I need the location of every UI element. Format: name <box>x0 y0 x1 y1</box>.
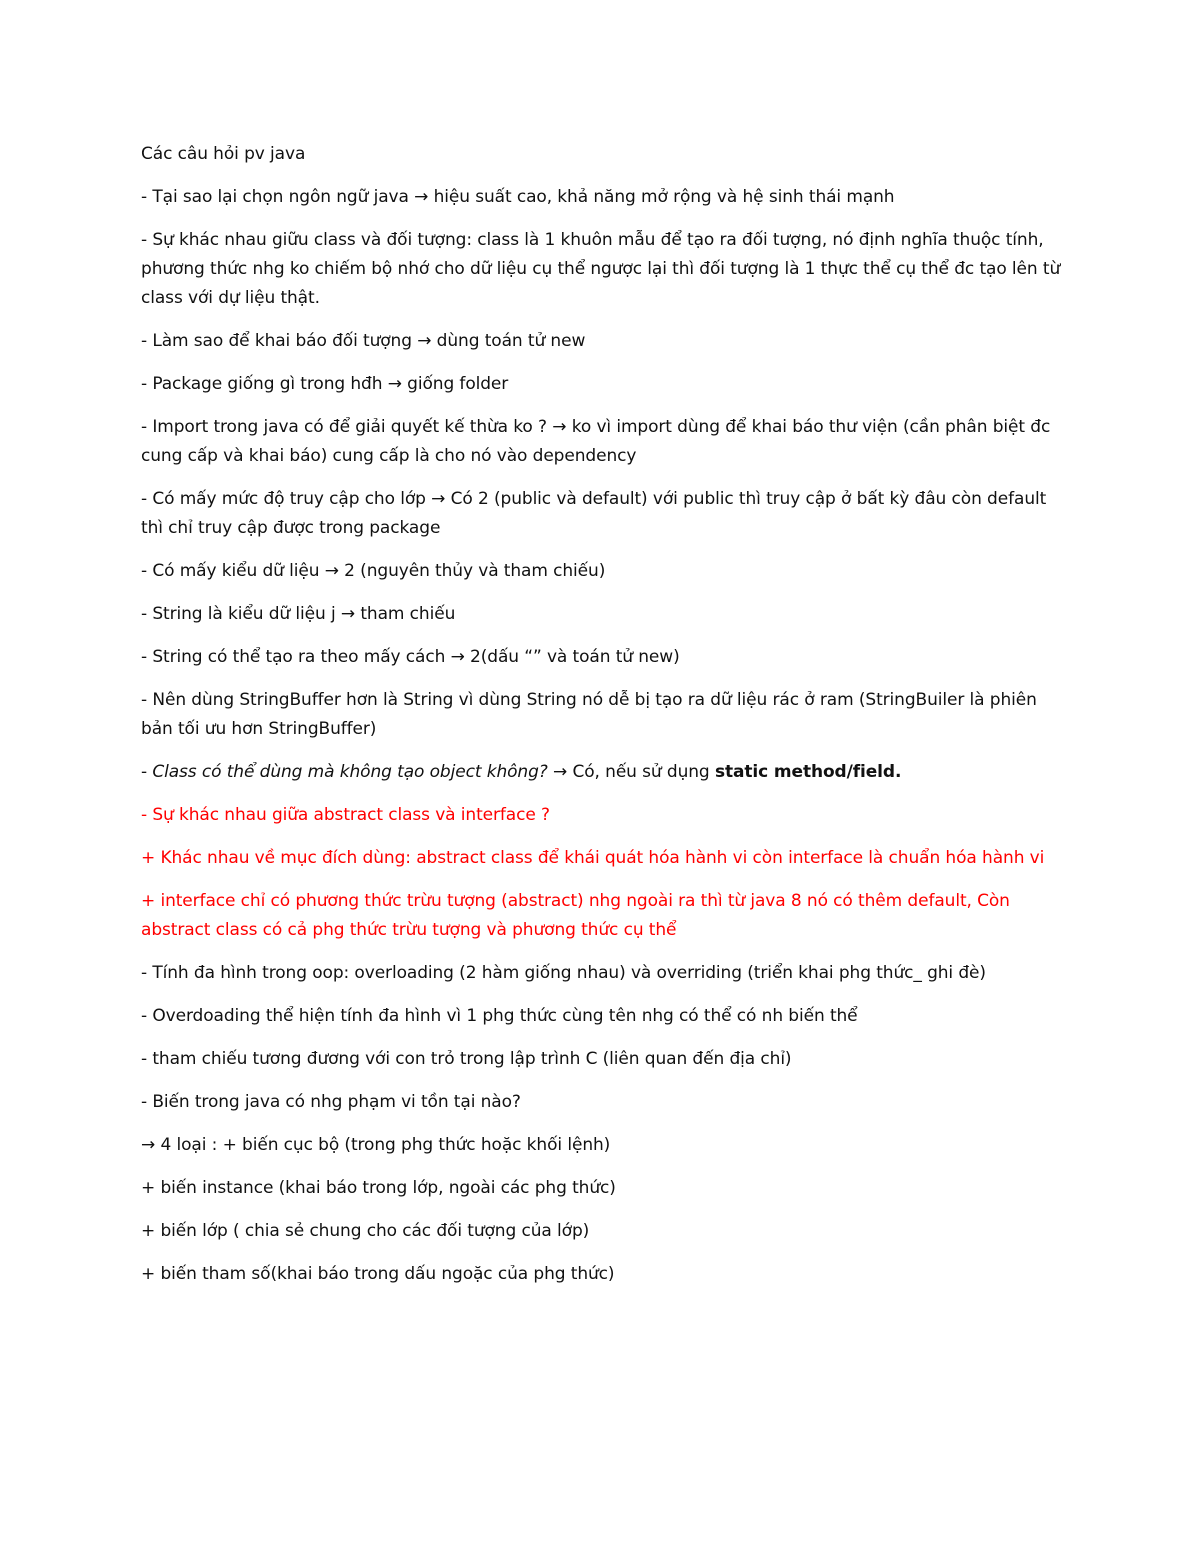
paragraph: - Package giống gì trong hđh → giống folder <box>141 374 509 394</box>
document-content <box>141 140 1061 1303</box>
paragraph: + biến tham số(khai báo trong dấu ngoặc của phg thức) <box>141 1264 615 1284</box>
paragraph: - String là kiểu dữ liệu j → tham chiếu <box>141 604 456 624</box>
document-title: Các câu hỏi pv java <box>141 144 306 164</box>
paragraph: - Biến trong java có nhg phạm vi tồn tại nào? <box>141 1092 521 1112</box>
red-paragraph: + interface chỉ có phương thức trừu tượng (abstract) nhg ngoài ra thì từ java 8 nó có thêm default, Còn abstract class có cả phg thức trừu tượng và phương thức cụ thể <box>141 891 1010 940</box>
paragraph: - Import trong java có để giải quyết kế thừa ko ? → ko vì import dùng để khai báo thư viện (cần phân biệt đc cung cấp và khai báo) cung cấp là cho nó vào dependency <box>141 417 1051 466</box>
paragraph: - Tính đa hình trong oop: overloading (2 hàm giống nhau) và overriding (triển khai phg thức_ ghi đè) <box>141 963 986 983</box>
static-question-dash: - <box>141 762 153 782</box>
paragraph: - Có mấy mức độ truy cập cho lớp → Có 2 (public và default) với public thì truy cập ở bất kỳ đâu còn default thì chỉ truy cập được trong package <box>141 489 1047 538</box>
paragraph: - Sự khác nhau giữu class và đối tượng: class là 1 khuôn mẫu để tạo ra đối tượng, nó định nghĩa thuộc tính, phương thức nhg ko chiếm bộ nhớ cho dữ liệu cụ thể ngược lại thì đối tượng là 1 thực thể cụ thể đc tạo lên từ class với dự liệu thật. <box>141 230 1061 308</box>
paragraph: - tham chiếu tương đương với con trỏ trong lập trình C (liên quan đến địa chỉ) <box>141 1049 792 1069</box>
red-paragraph: - Sự khác nhau giữa abstract class và interface ? <box>141 805 550 825</box>
red-paragraph: + Khác nhau về mục đích dùng: abstract class để khái quát hóa hành vi còn interface là chuẩn hóa hành vi <box>141 848 1045 868</box>
paragraph: - Tại sao lại chọn ngôn ngữ java → hiệu suất cao, khả năng mở rộng và hệ sinh thái mạnh <box>141 187 895 207</box>
static-answer-suffix: . <box>894 762 902 782</box>
paragraph: → 4 loại : + biến cục bộ (trong phg thức hoặc khối lệnh) <box>141 1135 611 1155</box>
paragraph: + biến lớp ( chia sẻ chung cho các đối tượng của lớp) <box>141 1221 590 1241</box>
static-answer-bold: static method/field <box>714 762 895 782</box>
paragraph: - Nên dùng StringBuffer hơn là String vì dùng String nó dễ bị tạo ra dữ liệu rác ở ram (StringBuiler là phiên bản tối ưu hơn StringBuffer) <box>141 690 1037 739</box>
static-answer-prefix: → Có, nếu sử dụng <box>547 762 715 782</box>
paragraph: + biến instance (khai báo trong lớp, ngoài các phg thức) <box>141 1178 616 1198</box>
static-question-paragraph <box>141 758 1061 787</box>
paragraph: - Overdoading thể hiện tính đa hình vì 1 phg thức cùng tên nhg có thể có nh biến thể <box>141 1006 858 1026</box>
paragraph: - Làm sao để khai báo đối tượng → dùng toán tử new <box>141 331 586 351</box>
paragraph: - String có thể tạo ra theo mấy cách → 2(dấu “” và toán tử new) <box>141 647 680 667</box>
static-question-text: Class có thể dùng mà không tạo object không? <box>152 762 548 782</box>
paragraph: - Có mấy kiểu dữ liệu → 2 (nguyên thủy và tham chiếu) <box>141 561 606 581</box>
